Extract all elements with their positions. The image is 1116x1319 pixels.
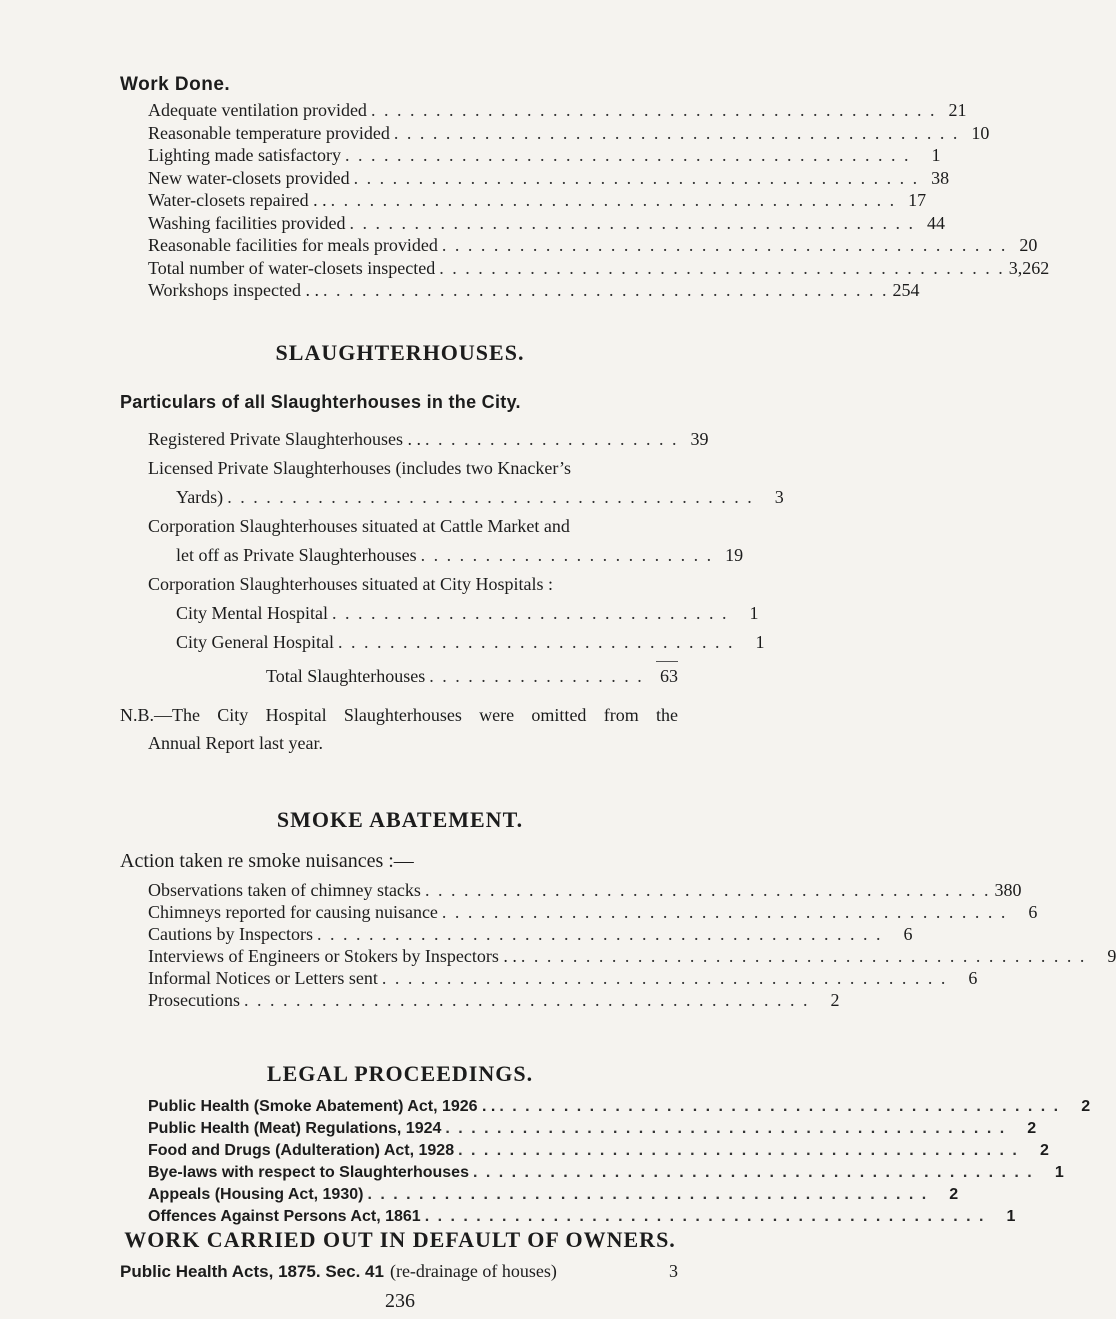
work-done-item-label: Workshops inspected . . bbox=[148, 280, 320, 300]
smoke-item-label: Cautions by Inspectors bbox=[148, 924, 313, 944]
total-line: Total Slaughterhouses . . . . . . . . . . . . . . . . . 63 bbox=[266, 666, 678, 686]
work-done-item-label: Washing facilities provided bbox=[148, 212, 346, 233]
work-done-item-value: 3,262 bbox=[1008, 257, 1050, 278]
work-done-item-value: 10 bbox=[971, 122, 990, 143]
work-done-item-label: Reasonable temperature provided bbox=[148, 122, 390, 143]
smoke-item-value: 2 bbox=[830, 990, 840, 1010]
default-work-line bbox=[120, 1261, 678, 1282]
default-work-act: Public Health Acts, 1875. Sec. 41 bbox=[120, 1262, 384, 1281]
smoke-item: Interviews of Engineers or Stokers by Inspectors . . . . . . . . . . . . . . . . . . . . . . . . . . . . . . . . . . . . . . . . . . . . . . 9 bbox=[148, 946, 1116, 966]
legal-item-value: 2 bbox=[949, 1186, 959, 1203]
work-done-item-label: Lighting made satisfactory bbox=[148, 145, 341, 165]
smoke-item-label: Prosecutions bbox=[148, 990, 240, 1010]
work-done-item: Reasonable temperature provided . . . . . . . . . . . . . . . . . . . . . . . . . . . . . . . . . . . . . . . . . . . . 10 bbox=[148, 122, 990, 143]
work-done-item-value: 44 bbox=[927, 212, 945, 233]
slaughterhouses-title: SLAUGHTERHOUSES. bbox=[275, 340, 525, 365]
smoke-title: SMOKE ABATEMENT. bbox=[276, 807, 524, 832]
smoke-item-value: 380 bbox=[994, 880, 1022, 900]
hospitals-line: Corporation Slaughterhouses situated at City Hospitals : bbox=[148, 574, 553, 594]
total-rule bbox=[656, 661, 678, 662]
work-done-item-label: Reasonable facilities for meals provided bbox=[148, 235, 438, 255]
work-done-item: Water-closets repaired . . . . . . . . . . . . . . . . . . . . . . . . . . . . . . . . . . . . . . . . . . . . . . 17 bbox=[148, 190, 927, 210]
legal-item-label: Offences Against Persons Act, 1861 bbox=[148, 1208, 421, 1225]
registered-value: 39 bbox=[690, 429, 709, 449]
legal-item: Public Health (Meat) Regulations, 1924 . . . . . . . . . . . . . . . . . . . . . . . . . . . . . . . . . . . . . . . . . . . . 2 bbox=[148, 1120, 1037, 1137]
legal-item-value: 2 bbox=[1081, 1098, 1091, 1115]
legal-item-value: 2 bbox=[1027, 1120, 1037, 1137]
corporation-label: let off as Private Slaughterhouses bbox=[176, 545, 417, 565]
smoke-item: Cautions by Inspectors . . . . . . . . . . . . . . . . . . . . . . . . . . . . . . . . . . . . . . . . . . . . 6 bbox=[148, 924, 913, 944]
mental-hospital-line: City Mental Hospital . . . . . . . . . . . . . . . . . . . . . . . . . . . . . . . 1 bbox=[176, 603, 759, 623]
legal-item-label: Food and Drugs (Adulteration) Act, 1928 bbox=[148, 1142, 455, 1159]
legal-item-value: 2 bbox=[1039, 1142, 1049, 1159]
work-done-item: Total number of water-closets inspected . . . . . . . . . . . . . . . . . . . . . . . . . . . . . . . . . . . . . . . . . . . . 3,262 bbox=[148, 257, 1050, 278]
smoke-item: Chimneys reported for causing nuisance . . . . . . . . . . . . . . . . . . . . . . . . . . . . . . . . . . . . . . . . . . . . 6 bbox=[148, 902, 1038, 922]
smoke-item: Informal Notices or Letters sent . . . . . . . . . . . . . . . . . . . . . . . . . . . . . . . . . . . . . . . . . . . . 6 bbox=[148, 968, 978, 988]
corporation-line-1: Corporation Slaughterhouses situated at Cattle Market and bbox=[148, 516, 570, 536]
default-work-value: 3 bbox=[669, 1261, 678, 1281]
work-done-item-value: 17 bbox=[908, 190, 927, 210]
default-work-desc: (re-drainage of houses) bbox=[389, 1261, 557, 1281]
total-value: 63 bbox=[660, 666, 678, 686]
smoke-item-label: Chimneys reported for causing nuisance bbox=[148, 902, 438, 922]
smoke-intro: Action taken re smoke nuisances :— bbox=[120, 850, 414, 872]
corporation-line-2: let off as Private Slaughterhouses . . . . . . . . . . . . . . . . . . . . . . . 19 bbox=[176, 545, 744, 565]
page-number: 236 bbox=[385, 1290, 415, 1312]
registered-label: Registered Private Slaughterhouses . . bbox=[148, 429, 421, 449]
work-done-item: Washing facilities provided . . . . . . . . . . . . . . . . . . . . . . . . . . . . . . . . . . . . . . . . . . . . 44 bbox=[148, 212, 945, 233]
registered-line: Registered Private Slaughterhouses . . . . . . . . . . . . . . . . . . . . . . 39 bbox=[148, 429, 709, 449]
work-done-item-label: Water-closets repaired . . bbox=[148, 190, 327, 210]
work-done-item: Adequate ventilation provided . . . . . . . . . . . . . . . . . . . . . . . . . . . . . . . . . . . . . . . . . . . . 21 bbox=[148, 100, 967, 120]
corporation-value: 19 bbox=[725, 545, 744, 565]
legal-item: Bye-laws with respect to Slaughterhouses . . . . . . . . . . . . . . . . . . . . . . . . . . . . . . . . . . . . . . . . . . . . 1 bbox=[148, 1164, 1064, 1181]
work-done-item-value: 21 bbox=[948, 100, 967, 120]
general-hospital-line: City General Hospital . . . . . . . . . . . . . . . . . . . . . . . . . . . . . . . 1 bbox=[176, 632, 765, 652]
mental-hospital-label: City Mental Hospital bbox=[176, 603, 328, 623]
licensed-line-1: Licensed Private Slaughterhouses (includes two Knacker’s bbox=[148, 458, 572, 478]
default-work-title: WORK CARRIED OUT IN DEFAULT OF OWNERS. bbox=[124, 1227, 676, 1252]
legal-item-label: Public Health (Smoke Abatement) Act, 1926 . . bbox=[148, 1098, 496, 1115]
smoke-item-value: 6 bbox=[968, 968, 978, 988]
general-hospital-value: 1 bbox=[755, 632, 765, 652]
legal-item-value: 1 bbox=[1006, 1208, 1016, 1225]
work-done-item: Workshops inspected . . . . . . . . . . . . . . . . . . . . . . . . . . . . . . . . . . . . . . . . . . . . . . 254 bbox=[148, 280, 920, 300]
work-done-item: New water-closets provided . . . . . . . . . . . . . . . . . . . . . . . . . . . . . . . . . . . . . . . . . . . . 38 bbox=[148, 167, 950, 188]
note-line-2: Annual Report last year. bbox=[148, 733, 323, 753]
work-done-item-value: 20 bbox=[1019, 235, 1038, 255]
note-line-1: N.B.—The City Hospital Slaughterhouses were omitted from the bbox=[120, 705, 678, 725]
work-done-heading: Work Done. bbox=[120, 74, 231, 95]
licensed-value: 3 bbox=[774, 487, 784, 507]
legal-item: Offences Against Persons Act, 1861 . . . . . . . . . . . . . . . . . . . . . . . . . . . . . . . . . . . . . . . . . . . . 1 bbox=[148, 1208, 1016, 1225]
smoke-item-label: Observations taken of chimney stacks bbox=[148, 880, 421, 900]
work-done-item-value: 38 bbox=[931, 167, 950, 188]
work-done-item-label: Adequate ventilation provided bbox=[148, 100, 367, 120]
legal-item: Food and Drugs (Adulteration) Act, 1928 . . . . . . . . . . . . . . . . . . . . . . . . . . . . . . . . . . . . . . . . . . . . 2 bbox=[148, 1142, 1049, 1159]
licensed-line-2: Yards) . . . . . . . . . . . . . . . . . . . . . . . . . . . . . . . . . . . . . . . . . 3 bbox=[176, 487, 784, 507]
legal-item-label: Public Health (Meat) Regulations, 1924 bbox=[148, 1120, 442, 1137]
general-hospital-label: City General Hospital bbox=[176, 632, 334, 652]
work-done-item-value: 1 bbox=[931, 145, 941, 165]
smoke-item-label: Informal Notices or Letters sent bbox=[148, 968, 378, 988]
smoke-item: Observations taken of chimney stacks . . . . . . . . . . . . . . . . . . . . . . . . . . . . . . . . . . . . . . . . . . . . 380 bbox=[148, 880, 1022, 900]
smoke-item-value: 6 bbox=[1028, 902, 1038, 922]
work-done-item: Lighting made satisfactory . . . . . . . . . . . . . . . . . . . . . . . . . . . . . . . . . . . . . . . . . . . . 1 bbox=[148, 145, 941, 165]
slaughterhouses-subheading: Particulars of all Slaughterhouses in the City. bbox=[120, 392, 521, 412]
smoke-item: Prosecutions . . . . . . . . . . . . . . . . . . . . . . . . . . . . . . . . . . . . . . . . . . . . 2 bbox=[148, 990, 840, 1010]
licensed-label: Yards) bbox=[176, 487, 224, 507]
total-label: Total Slaughterhouses bbox=[266, 666, 426, 686]
work-done-item: Reasonable facilities for meals provided . . . . . . . . . . . . . . . . . . . . . . . . . . . . . . . . . . . . . . . . . . . . 20 bbox=[148, 235, 1038, 255]
legal-item: Appeals (Housing Act, 1930) . . . . . . . . . . . . . . . . . . . . . . . . . . . . . . . . . . . . . . . . . . . . 2 bbox=[148, 1186, 959, 1203]
legal-item: Public Health (Smoke Abatement) Act, 1926 . . . . . . . . . . . . . . . . . . . . . . . . . . . . . . . . . . . . . . . . . . . . . . 2 bbox=[148, 1098, 1091, 1115]
smoke-item-label: Interviews of Engineers or Stokers by Inspectors . . bbox=[148, 946, 517, 966]
work-done-item-label: Total number of water-closets inspected bbox=[148, 257, 436, 278]
legal-item-label: Bye-laws with respect to Slaughterhouses bbox=[148, 1164, 469, 1181]
legal-item-value: 1 bbox=[1054, 1164, 1064, 1181]
mental-hospital-value: 1 bbox=[749, 603, 759, 623]
smoke-item-value: 9 bbox=[1107, 946, 1116, 966]
legal-item-label: Appeals (Housing Act, 1930) bbox=[148, 1186, 364, 1203]
work-done-item-label: New water-closets provided bbox=[148, 167, 350, 188]
work-done-item-value: 254 bbox=[892, 280, 920, 300]
legal-title: LEGAL PROCEEDINGS. bbox=[266, 1061, 534, 1086]
smoke-item-value: 6 bbox=[903, 924, 913, 944]
